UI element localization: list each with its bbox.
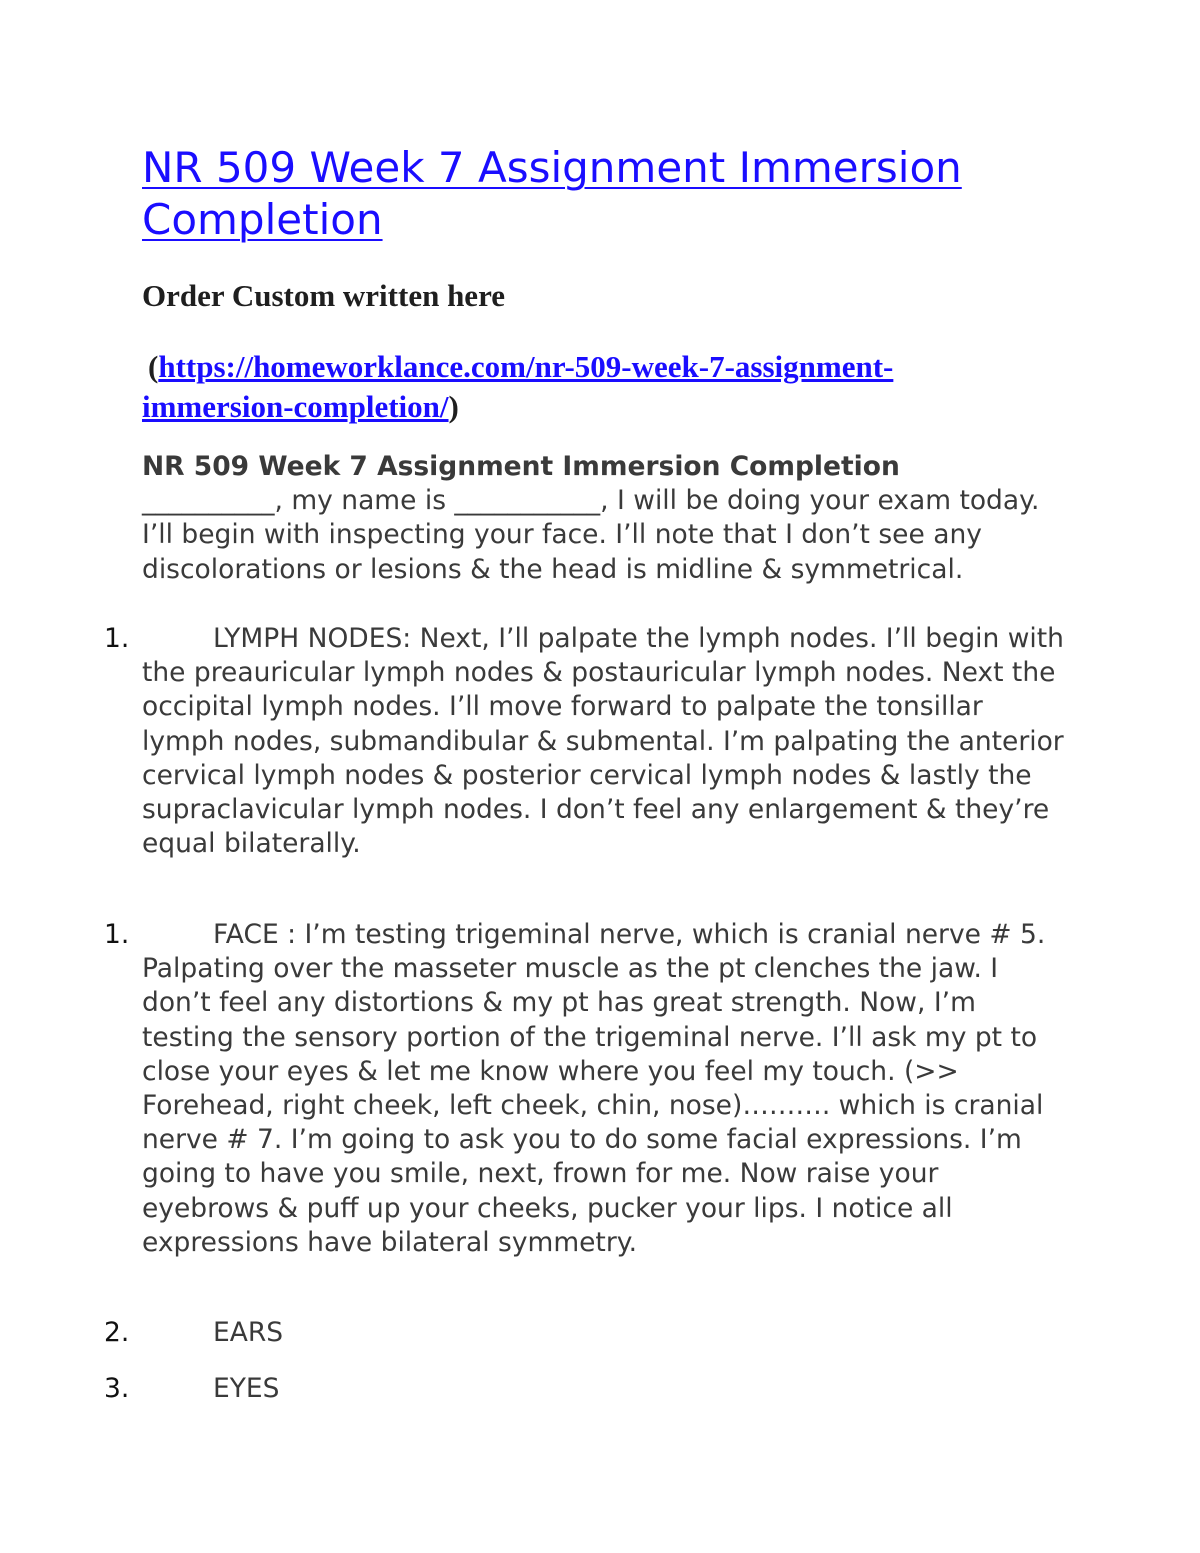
list-item-face — [104, 918, 1072, 1260]
url-open-paren: ( — [148, 349, 159, 384]
list-number: 2. — [104, 1317, 130, 1348]
list-item-text: EARS — [213, 1317, 284, 1348]
list-item-text: FACE : I’m testing trigeminal nerve, which is cranial nerve # 5. Palpating over the masseter muscle as the pt clenches the jaw. I don’t feel any distortions & my pt has great strength. Now, I’m testing the sensory portion of the trigeminal nerve. I’ll ask my pt to close your eyes & let me know where you feel my touch. (>> Forehead, right cheek, left cheek, chin, nose)………. which is cranial nerve # 7. I’m going to ask you to do some facial expressions. I’m going to have you smile, next, frown for me. Now raise your eyebrows & puff up your cheeks, pucker your lips. I notice all expressions have bilateral symmetry. — [142, 919, 1046, 1258]
list-number: 3. — [104, 1373, 130, 1404]
list-item-text: EYES — [213, 1373, 280, 1404]
list-number: 1. — [104, 623, 130, 654]
list-item-eyes — [104, 1372, 1072, 1406]
list-item-ears — [104, 1316, 1072, 1350]
section-subheading: NR 509 Week 7 Assignment Immersion Completion — [142, 451, 900, 482]
document-title[interactable]: NR 509 Week 7 Assignment Immersion Completion — [142, 143, 962, 244]
order-text: Order Custom written here — [142, 278, 506, 313]
order-link[interactable]: https://homeworklance.com/nr-509-week-7-assignment-immersion-completion/ — [142, 349, 894, 424]
intro-paragraph — [142, 450, 1072, 587]
url-close-paren: ) — [448, 389, 459, 424]
list-item-text: LYMPH NODES: Next, I’ll palpate the lymph nodes. I’ll begin with the preauricular lymph nodes & postauricular lymph nodes. Next the occipital lymph nodes. I’ll move forward to palpate the tonsillar lymph nodes, submandibular & submental. I’m palpating the anterior cervical lymph nodes & posterior cervical lymph nodes & lastly the supraclavicular lymph nodes. I don’t feel any enlargement & they’re equal bilaterally. — [142, 623, 1064, 860]
list-number: 1. — [104, 919, 130, 950]
url-line — [142, 347, 1042, 427]
list-item-lymph-nodes — [104, 622, 1072, 861]
intro-text: __________, my name is ___________, I will be doing your exam today. I’ll begin with inspecting your face. I’ll note that I don’t see any discolorations or lesions & the head is midline & symmetrical. — [142, 485, 1040, 585]
